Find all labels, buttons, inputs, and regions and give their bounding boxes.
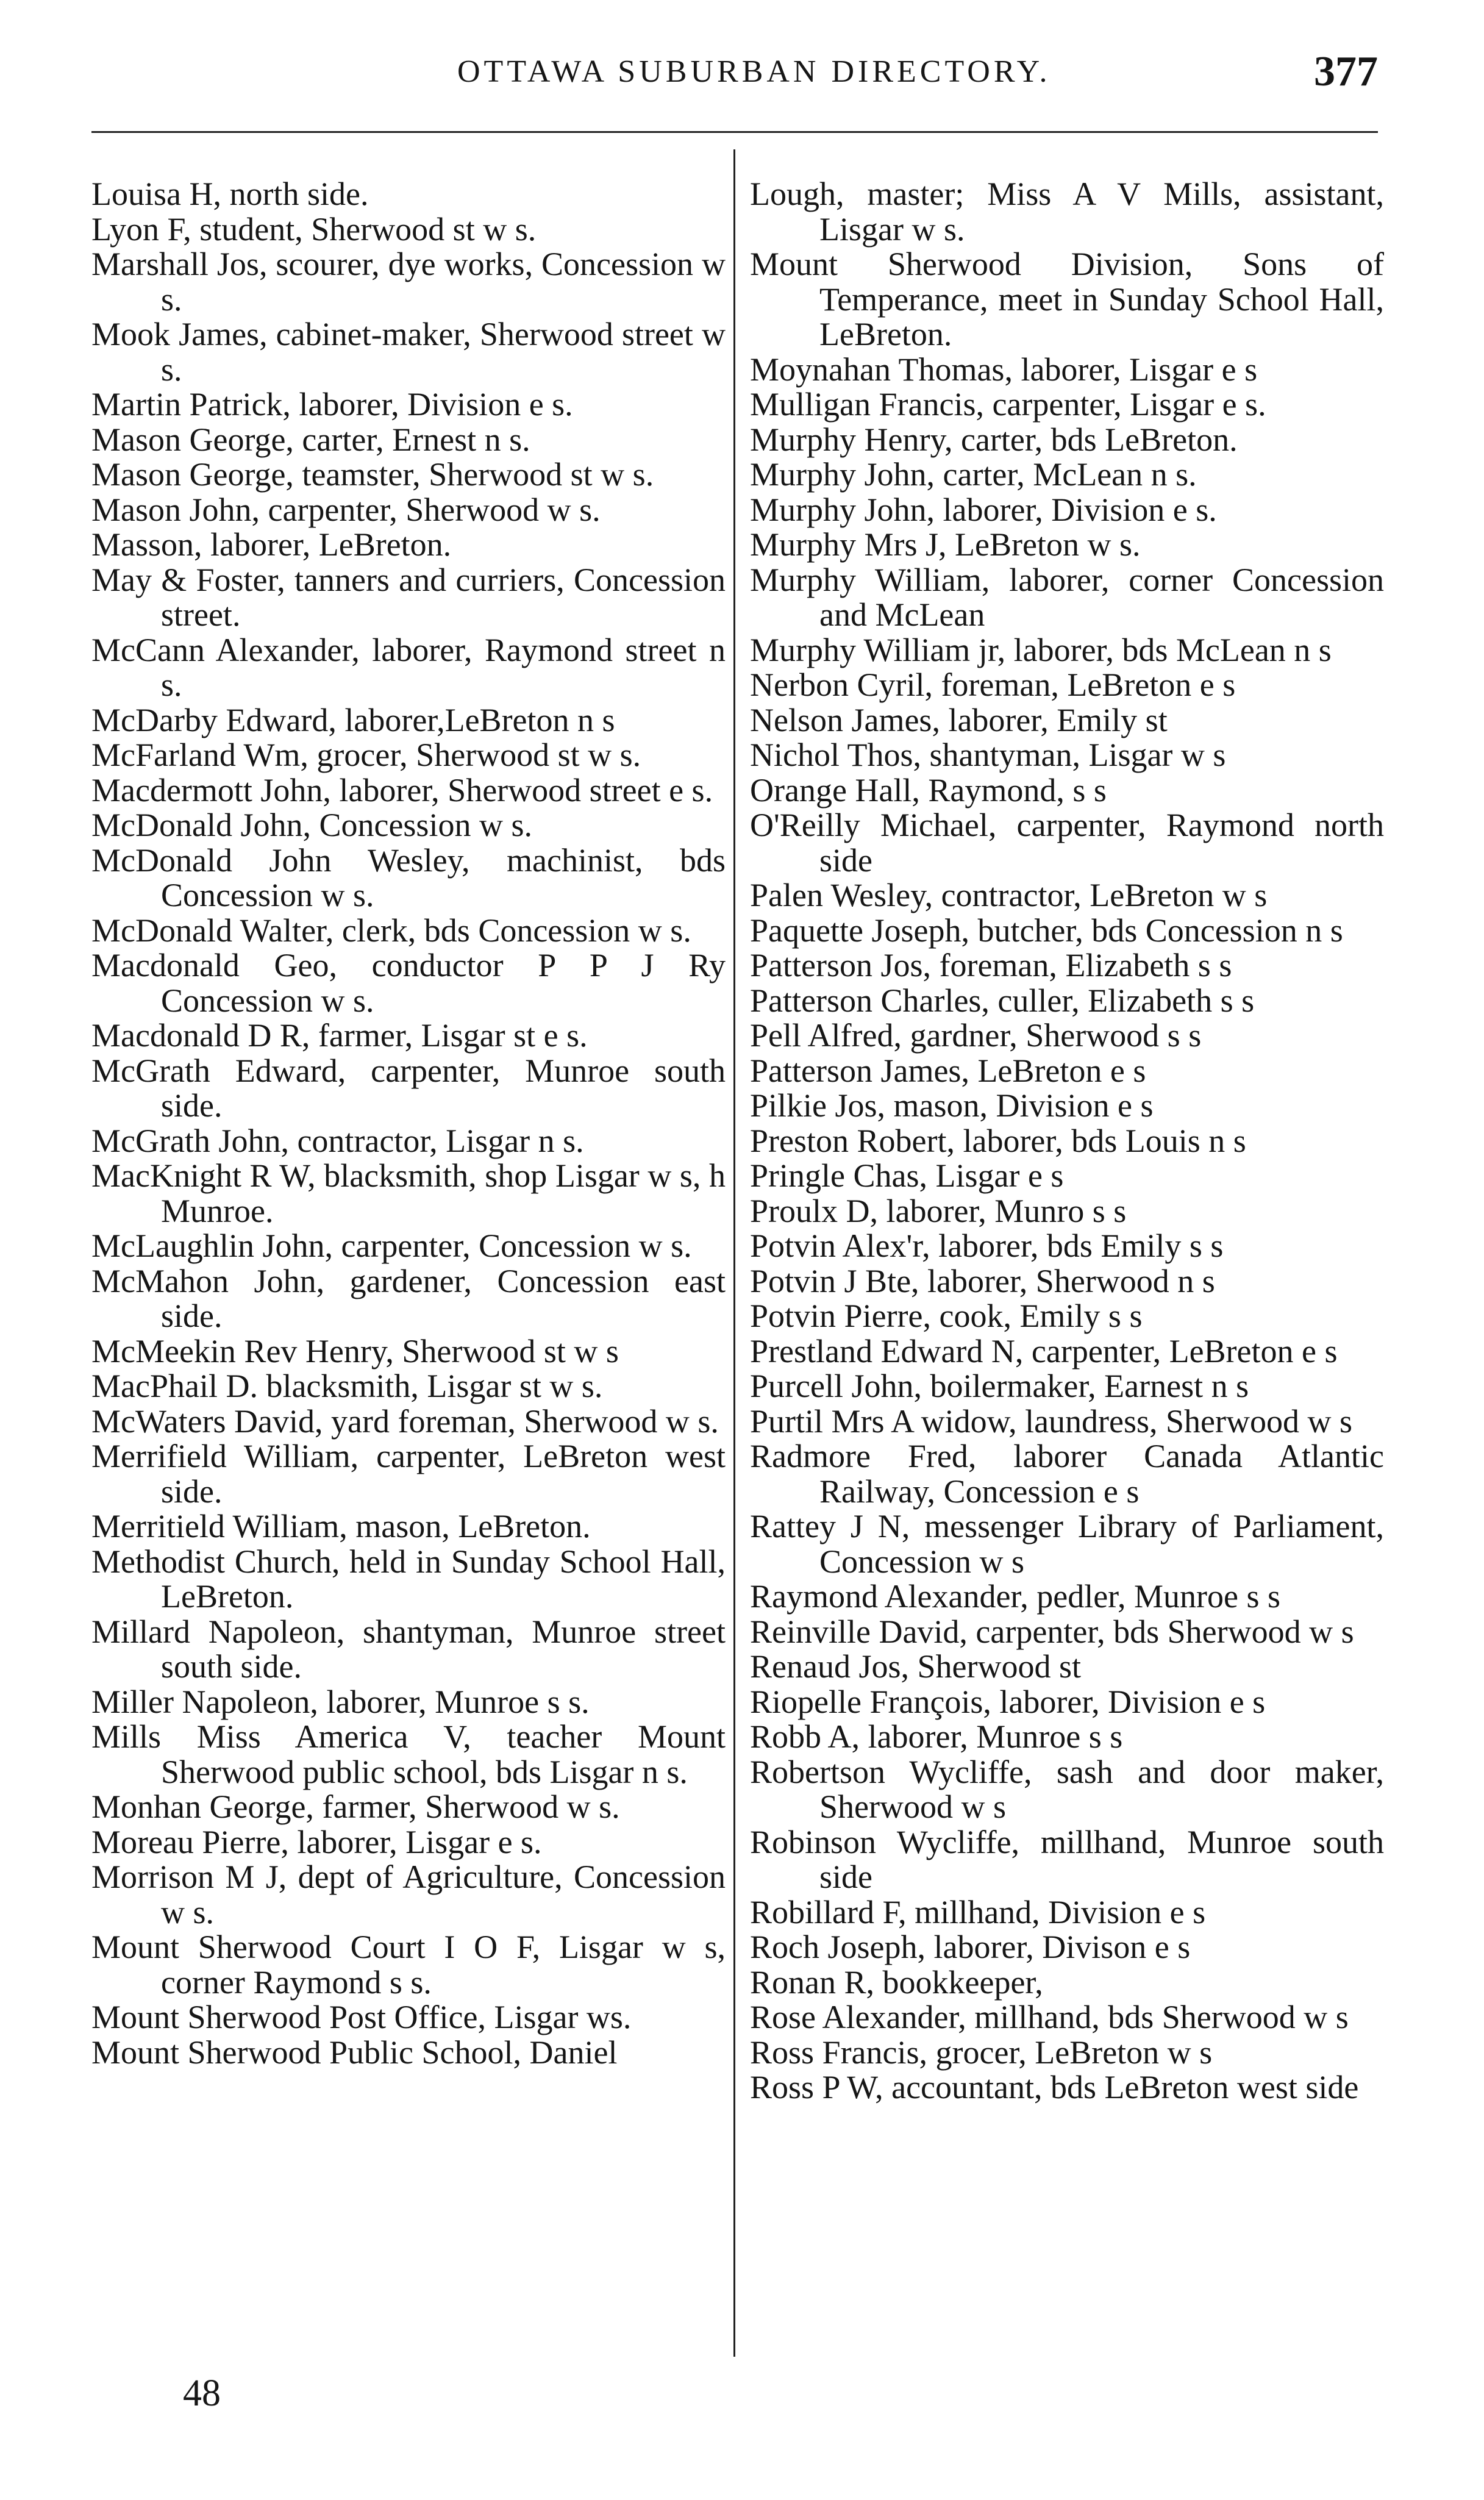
- directory-entry: MacKnight R W, blacksmith, shop Lisgar w s, h Munroe.: [91, 1157, 726, 1229]
- directory-entry: Potvin Alex'r, laborer, bds Emily s s: [750, 1227, 1224, 1264]
- directory-entry: Millard Napoleon, shantyman, Munroe street south side.: [91, 1613, 726, 1685]
- directory-entry: Miller Napoleon, laborer, Munroe s s.: [91, 1683, 590, 1720]
- directory-entry: Pringle Chas, Lisgar e s: [750, 1157, 1064, 1194]
- directory-entry: Macdermott John, laborer, Sherwood street e s.: [91, 771, 713, 809]
- directory-entry: Reinville David, carpenter, bds Sherwood w s: [750, 1613, 1354, 1650]
- directory-entry: Monhan George, farmer, Sherwood w s.: [91, 1788, 620, 1825]
- directory-entry: Murphy William jr, laborer, bds McLean n s: [750, 631, 1332, 668]
- directory-entry: Morrison M J, dept of Agriculture, Concession w s.: [91, 1859, 726, 1930]
- directory-entry: Patterson Charles, culler, Elizabeth s s: [750, 982, 1255, 1019]
- directory-entry: Murphy John, carter, McLean n s.: [750, 456, 1197, 493]
- directory-entry: Patterson Jos, foreman, Elizabeth s s: [750, 947, 1232, 984]
- directory-entry: Potvin Pierre, cook, Emily s s: [750, 1298, 1143, 1334]
- directory-entry: Moreau Pierre, laborer, Lisgar e s.: [91, 1823, 542, 1860]
- directory-entry: Mason George, carter, Ernest n s.: [91, 421, 530, 458]
- directory-entry: Martin Patrick, laborer, Division e s.: [91, 386, 573, 423]
- directory-entry: Murphy Henry, carter, bds LeBreton.: [750, 421, 1238, 458]
- column-divider: [733, 149, 735, 2357]
- directory-entry: Ronan R, bookkeeper,: [750, 1963, 1043, 2001]
- directory-entry: Roch Joseph, laborer, Divison e s: [750, 1929, 1191, 1965]
- directory-entry: McDarby Edward, laborer,LeBreton n s: [91, 701, 615, 738]
- directory-entry: Murphy John, laborer, Division e s.: [750, 491, 1217, 528]
- directory-entry: McFarland Wm, grocer, Sherwood st w s.: [91, 737, 641, 773]
- directory-entry: Nerbon Cyril, foreman, LeBreton e s: [750, 666, 1236, 703]
- directory-entry: Lyon F, student, Sherwood st w s.: [91, 210, 537, 248]
- directory-entry: Pell Alfred, gardner, Sherwood s s: [750, 1017, 1202, 1054]
- directory-entry: Purcell John, boilermaker, Earnest n s: [750, 1368, 1249, 1404]
- directory-entry: McDonald Walter, clerk, bds Concession w s.: [91, 912, 691, 949]
- directory-entry: Merrifield William, carpenter, LeBreton west side.: [91, 1438, 726, 1510]
- directory-entry: Radmore Fred, laborer Canada Atlantic Railway, Concession e s: [750, 1438, 1384, 1510]
- directory-entry: Macdonald D R, farmer, Lisgar st e s.: [91, 1017, 588, 1054]
- directory-entry: Nichol Thos, shantyman, Lisgar w s: [750, 737, 1226, 773]
- directory-entry: Marshall Jos, scourer, dye works, Concession w s.: [91, 246, 726, 318]
- left-column: [91, 177, 726, 2070]
- directory-entry: McGrath John, contractor, Lisgar n s.: [91, 1122, 584, 1159]
- directory-entry: Mount Sherwood Post Office, Lisgar ws.: [91, 1999, 632, 2035]
- signature-mark: 48: [183, 2373, 221, 2414]
- directory-entry: Merritield William, mason, LeBreton.: [91, 1508, 591, 1545]
- directory-entry: Riopelle François, laborer, Division e s: [750, 1683, 1266, 1720]
- directory-entry: Robillard F, millhand, Division e s: [750, 1893, 1206, 1930]
- directory-entry: Rattey J N, messenger Library of Parliament, Concession w s: [750, 1508, 1384, 1580]
- directory-entry: Preston Robert, laborer, bds Louis n s: [750, 1122, 1246, 1159]
- directory-entry: O'Reilly Michael, carpenter, Raymond north side: [750, 807, 1384, 879]
- directory-entry: Masson, laborer, LeBreton.: [91, 526, 452, 563]
- directory-entry: Proulx D, laborer, Munro s s: [750, 1192, 1127, 1229]
- directory-entry: Mills Miss America V, teacher Mount Sherwood public school, bds Lisgar n s.: [91, 1718, 726, 1790]
- directory-entry: McCann Alexander, laborer, Raymond street n s.: [91, 631, 726, 703]
- directory-entry: Nelson James, laborer, Emily st: [750, 701, 1168, 738]
- directory-entry: Renaud Jos, Sherwood st: [750, 1648, 1081, 1685]
- directory-entry: Murphy Mrs J, LeBreton w s.: [750, 526, 1141, 563]
- directory-entry: Murphy William, laborer, corner Concession and McLean: [750, 561, 1384, 633]
- directory-entry: McLaughlin John, carpenter, Concession w s.: [91, 1227, 692, 1264]
- directory-entry: Macdonald Geo, conductor P P J Ry Concession w s.: [91, 947, 726, 1019]
- directory-entry: Rose Alexander, millhand, bds Sherwood w s: [750, 1999, 1349, 2035]
- directory-entry: Mount Sherwood Court I O F, Lisgar w s, corner Raymond s s.: [91, 1929, 726, 2001]
- directory-entry: McWaters David, yard foreman, Sherwood w s.: [91, 1402, 719, 1440]
- directory-entry: McDonald John, Concession w s.: [91, 807, 532, 843]
- directory-entry: Pilkie Jos, mason, Division e s: [750, 1087, 1154, 1124]
- directory-entry: Mason George, teamster, Sherwood st w s.: [91, 456, 654, 493]
- directory-entry: Methodist Church, held in Sunday School Hall, LeBreton.: [91, 1543, 726, 1615]
- directory-entry: Mook James, cabinet-maker, Sherwood street w s.: [91, 316, 726, 388]
- right-column: [750, 177, 1384, 2105]
- directory-entry: Ross P W, accountant, bds LeBreton west side: [750, 2069, 1359, 2105]
- directory-entry: Mason John, carpenter, Sherwood w s.: [91, 491, 601, 528]
- directory-entry: Robertson Wycliffe, sash and door maker, Sherwood w s: [750, 1753, 1384, 1825]
- directory-entry: Prestland Edward N, carpenter, LeBreton e s: [750, 1332, 1338, 1370]
- directory-entry: Robinson Wycliffe, millhand, Munroe south side: [750, 1823, 1384, 1895]
- directory-entry: McMeekin Rev Henry, Sherwood st w s: [91, 1332, 619, 1370]
- directory-entry: May & Foster, tanners and curriers, Concession street.: [91, 561, 726, 633]
- page-header: [91, 48, 1378, 121]
- directory-entry: Moynahan Thomas, laborer, Lisgar e s: [750, 351, 1258, 388]
- directory-entry: Paquette Joseph, butcher, bds Concession n s: [750, 912, 1343, 949]
- directory-entry: Lough, master; Miss A V Mills, assistant, Lisgar w s.: [750, 176, 1384, 248]
- directory-entry: McDonald John Wesley, machinist, bds Concession w s.: [91, 841, 726, 913]
- directory-entry: Patterson James, LeBreton e s: [750, 1052, 1146, 1089]
- directory-entry: Mount Sherwood Public School, Daniel: [91, 2034, 618, 2071]
- directory-entry: Mulligan Francis, carpenter, Lisgar e s.: [750, 386, 1266, 423]
- directory-entry: Potvin J Bte, laborer, Sherwood n s: [750, 1262, 1215, 1299]
- directory-entry: Louisa H, north side.: [91, 176, 369, 212]
- directory-entry: Ross Francis, grocer, LeBreton w s: [750, 2034, 1213, 2071]
- directory-entry: Purtil Mrs A widow, laundress, Sherwood w s: [750, 1402, 1353, 1440]
- directory-entry: Orange Hall, Raymond, s s: [750, 771, 1107, 809]
- directory-entry: MacPhail D. blacksmith, Lisgar st w s.: [91, 1368, 603, 1404]
- directory-entry: McMahon John, gardener, Concession east side.: [91, 1262, 726, 1334]
- page-number: 377: [1314, 48, 1378, 95]
- directory-entry: Robb A, laborer, Munroe s s: [750, 1718, 1123, 1755]
- header-rule: [91, 131, 1378, 133]
- directory-entry: Palen Wesley, contractor, LeBreton w s: [750, 877, 1268, 913]
- directory-entry: McGrath Edward, carpenter, Munroe south side.: [91, 1052, 726, 1124]
- running-title: OTTAWA SUBURBAN DIRECTORY.: [457, 54, 1051, 89]
- directory-entry: Mount Sherwood Division, Sons of Temperance, meet in Sunday School Hall, LeBreton.: [750, 246, 1384, 352]
- directory-entry: Raymond Alexander, pedler, Munroe s s: [750, 1578, 1280, 1615]
